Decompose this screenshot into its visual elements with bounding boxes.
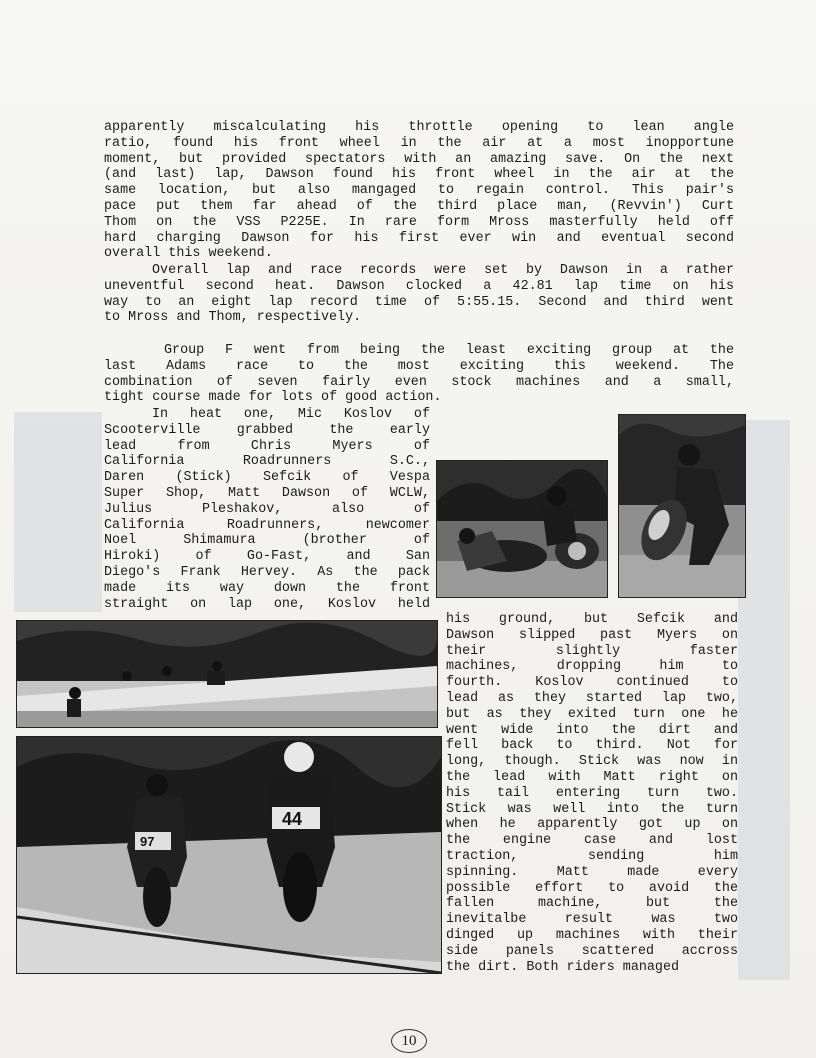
text-line: Group F went from being the least exciting group at the bbox=[164, 343, 734, 358]
text-line: traction, sending him bbox=[446, 848, 738, 864]
text-line: made its way down the front bbox=[104, 580, 430, 596]
text-line: (and last) lap, Dawson found his front wheel in the air at the bbox=[104, 167, 734, 183]
text-line: California Roadrunners, newcomer bbox=[104, 517, 430, 533]
text-line: uneventful second heat. Dawson clocked a 42.81 lap time on his bbox=[104, 278, 734, 294]
text-line: Diego's Frank Hervey. As the pack bbox=[104, 564, 430, 580]
text-line: overall this weekend. bbox=[104, 246, 273, 262]
text-line: fourth. Koslov continued to bbox=[446, 675, 738, 691]
text-line: tight course made for lots of good action. bbox=[104, 390, 442, 406]
paragraph-4-narrow-column bbox=[104, 407, 430, 612]
text-line: the dirt. Both riders managed bbox=[446, 959, 680, 975]
text-line: Overall lap and race records were set by Dawson in a rather bbox=[152, 263, 734, 278]
photo-rider-pushing-scooter bbox=[618, 414, 746, 598]
text-line: hard charging Dawson for his first ever win and eventual second bbox=[104, 230, 734, 246]
text-line: In heat one, Mic Koslov of bbox=[152, 407, 430, 422]
text-line: lead as they started lap two, bbox=[446, 690, 738, 706]
text-line: the lead with Matt right on bbox=[446, 769, 738, 785]
text-line: dinged up machines with their bbox=[446, 927, 738, 943]
text-line: Daren (Stick) Sefcik of Vespa bbox=[104, 470, 430, 486]
text-line: spinning. Matt made every bbox=[446, 864, 738, 880]
text-line: his ground, but Sefcik and bbox=[446, 612, 738, 627]
text-line: ratio, found his front wheel in the air at a most inopportune bbox=[104, 135, 734, 151]
text-line: his tail entering turn two. bbox=[446, 785, 738, 801]
text-line: last Adams race to the most exciting this weekend. The bbox=[104, 358, 734, 374]
text-line: Scooterville grabbed the early bbox=[104, 422, 430, 438]
text-line: but as they exited turn one he bbox=[446, 706, 738, 722]
text-line: their slightly faster bbox=[446, 643, 738, 659]
text-line: Hiroki) of Go-Fast, and San bbox=[104, 549, 430, 565]
text-line: moment, but provided spectators with an amazing save. On the next bbox=[104, 151, 734, 167]
text-line: same location, but also mangaged to regain control. This pair's bbox=[104, 183, 734, 199]
text-line: Noel Shimamura (brother of bbox=[104, 533, 430, 549]
text-line: California Roadrunners S.C., bbox=[104, 454, 430, 470]
text-line: when he apparently got up on bbox=[446, 817, 738, 833]
text-line: Stick was well into the turn bbox=[446, 801, 738, 817]
photo-scooter-crash bbox=[436, 460, 608, 598]
text-line: the engine case and lost bbox=[446, 833, 738, 849]
paragraph-3 bbox=[104, 343, 734, 406]
paragraph-2 bbox=[104, 263, 734, 326]
text-line: Julius Pleshakov, also of bbox=[104, 501, 430, 517]
page-number: 10 bbox=[391, 1029, 427, 1053]
text-line: machines, dropping him to bbox=[446, 659, 738, 675]
text-line: to Mross and Thom, respectively. bbox=[104, 310, 362, 326]
text-line: possible effort to avoid the bbox=[446, 880, 738, 896]
text-line: side panels scattered accross bbox=[446, 943, 738, 959]
text-line: straight on lap one, Koslov held bbox=[104, 596, 430, 612]
photo-riders-97-and-44 bbox=[16, 736, 442, 974]
text-line: long, though. Stick was now in bbox=[446, 754, 738, 770]
paragraph-4-right-column bbox=[446, 612, 738, 975]
text-line: apparently miscalculating his throttle opening to lean angle bbox=[104, 120, 734, 135]
text-line: Super Shop, Matt Dawson of WCLW, bbox=[104, 485, 430, 501]
text-line: inevitalbe result was two bbox=[446, 912, 738, 928]
text-line: pace put them far ahead of the third place man, (Revvin') Curt bbox=[104, 198, 734, 214]
text-line: combination of seven fairly even stock machines and a small, bbox=[104, 374, 734, 390]
rider-number-97: 97 bbox=[140, 834, 155, 849]
text-line: way to an eight lap record time of 5:55.15. Second and third went bbox=[104, 294, 734, 310]
text-line: fallen machine, but the bbox=[446, 896, 738, 912]
text-line: Dawson slipped past Myers on bbox=[446, 627, 738, 643]
bleed-through-left bbox=[14, 412, 102, 612]
paragraph-1 bbox=[104, 120, 734, 262]
rider-number-44: 44 bbox=[282, 809, 303, 829]
text-line: lead from Chris Myers of bbox=[104, 438, 430, 454]
text-line: went wide into the dirt and bbox=[446, 722, 738, 738]
text-line: Thom on the VSS P225E. In rare form Mross masterfully held off bbox=[104, 214, 734, 230]
photo-pack-on-straight bbox=[16, 620, 438, 728]
text-line: fell back to third. Not for bbox=[446, 738, 738, 754]
